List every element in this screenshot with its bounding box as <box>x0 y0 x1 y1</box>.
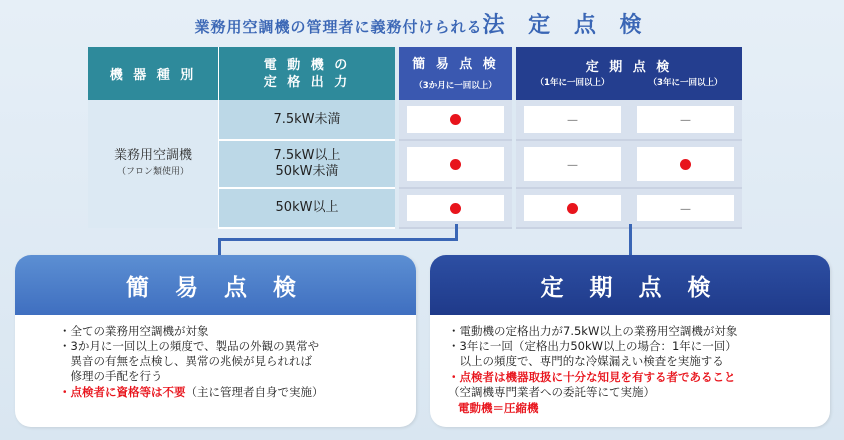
periodic-1yr-cell <box>514 100 629 140</box>
category-sub: （フロン類使用） <box>116 167 189 177</box>
periodic-note: （空調機専門業者への委託等にて実施） <box>448 385 655 399</box>
required-dot <box>680 159 691 170</box>
periodic-1yr-cell <box>514 140 629 188</box>
simple-cell <box>397 188 514 228</box>
header-rating <box>219 47 398 100</box>
not-required-dash: － <box>565 158 579 174</box>
simple-line-4: 修理の手配を行う <box>59 369 163 383</box>
header-periodic-sub1: （1年に一回以上） <box>535 78 610 88</box>
connector-simple-horizontal <box>218 238 458 241</box>
rating-cell: 7.5kW未満 <box>219 100 398 140</box>
header-periodic-label: 定 期 点 検 <box>585 60 673 75</box>
required-dot <box>567 203 578 214</box>
simple-cell <box>397 100 514 140</box>
required-dot <box>450 159 461 170</box>
rating-cell <box>219 140 398 188</box>
simple-inspection-card <box>15 255 416 427</box>
page-title <box>0 8 844 39</box>
simple-line-2: ・3か月に一回以上の頻度で、製品の外観の異常や <box>59 339 320 353</box>
simple-cell <box>397 140 514 188</box>
header-simple-label: 簡 易 点 検 <box>412 56 499 72</box>
periodic-card-body <box>430 315 830 427</box>
required-dot <box>450 203 461 214</box>
periodic-3yr-cell <box>629 188 742 228</box>
category-name: 業務用空調機 <box>113 148 192 163</box>
category-cell <box>88 100 219 228</box>
header-rating-line1: 電 動 機 の <box>263 57 351 73</box>
simple-line-3: 異音の有無を点検し、異常の兆候が見られれば <box>59 354 312 368</box>
not-required-dash: － <box>678 202 692 218</box>
required-dot <box>450 114 461 125</box>
periodic-3yr-cell <box>629 100 742 140</box>
periodic-card-title: 定 期 点 検 <box>430 255 830 315</box>
periodic-red-line: ・点検者は機器取扱に十分な知見を有する者であること <box>448 370 736 384</box>
header-simple <box>397 47 514 100</box>
periodic-3yr-cell <box>629 140 742 188</box>
rating-cell: 50kW以上 <box>219 188 398 228</box>
rating-line2: 50kW未満 <box>275 164 339 179</box>
simple-red-text: ・点検者に資格等は不要 <box>59 385 186 399</box>
simple-line-5 <box>59 385 324 400</box>
inspection-table <box>88 47 742 229</box>
header-simple-sub: （3か月に一回以上） <box>414 80 497 91</box>
not-required-dash: － <box>678 114 692 129</box>
title-prefix: 業務用空調機の管理者に義務付けられる <box>194 18 483 36</box>
header-rating-line2: 定 格 出 力 <box>263 74 351 90</box>
header-category: 機 器 種 別 <box>88 47 219 100</box>
simple-card-title: 簡 易 点 検 <box>15 255 416 315</box>
header-periodic <box>514 47 742 100</box>
periodic-red-footer: 電動機＝圧縮機 <box>458 401 539 415</box>
connector-simple-drop <box>218 238 221 256</box>
simple-note: （主に管理者自身で実施） <box>185 385 324 399</box>
periodic-inspection-card <box>430 255 830 427</box>
periodic-line-1: ・電動機の定格出力が7.5kW以上の業務用空調機が対象 <box>448 324 738 338</box>
connector-periodic-vertical <box>629 224 632 258</box>
periodic-line-3: 以上の頻度で、専門的な冷媒漏えい検査を実施する <box>448 354 724 368</box>
title-main: 法 定 点 検 <box>482 13 650 38</box>
periodic-line-2: ・3年に一回（定格出力50kW以上の場合：1年に一回） <box>448 339 737 353</box>
table-row <box>88 100 742 140</box>
periodic-1yr-cell <box>514 188 629 228</box>
not-required-dash: － <box>565 114 579 129</box>
simple-line-1: ・全ての業務用空調機が対象 <box>59 324 209 338</box>
header-periodic-sub2: （3年に一回以上） <box>648 78 723 88</box>
simple-card-body <box>15 315 416 427</box>
rating-line1: 7.5kW以上 <box>273 148 341 163</box>
